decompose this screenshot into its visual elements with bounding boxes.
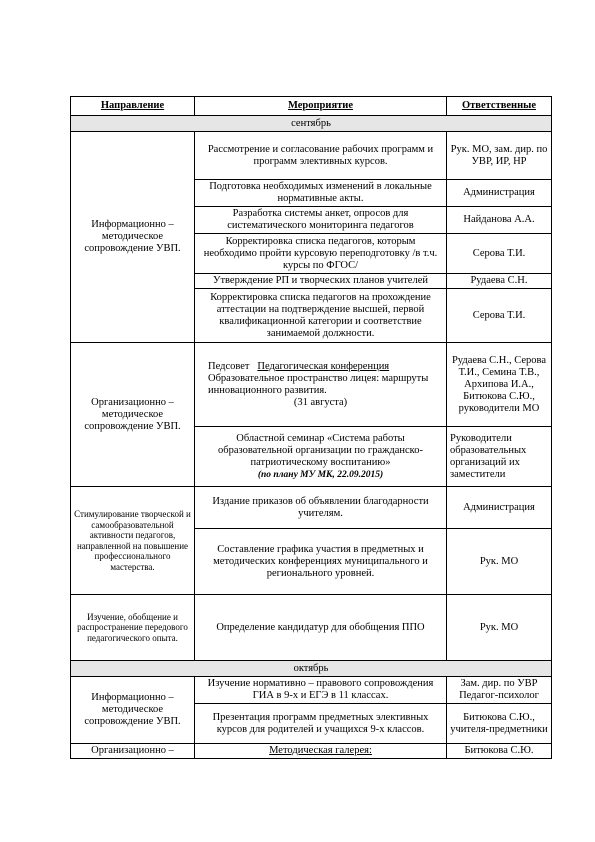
pedsovet-date: (31 августа) (293, 396, 348, 408)
table-row (71, 132, 552, 180)
month-label-october: октябрь (71, 661, 552, 677)
event-cell: Составление графика участия в предметных и методических конференциях муниципального и регионального уровней. (195, 529, 447, 595)
event-cell: Корректировка списка педагогов на прохождение аттестации на подтверждение высшей, первой квалификационной категории и соответствие занимаемой должности. (195, 289, 447, 343)
responsible-cell: Рук. МО (447, 595, 552, 661)
event-cell: Подготовка необходимых изменений в локальные нормативные акты. (195, 180, 447, 207)
pedsovet-prefix: Педсовет (208, 360, 250, 372)
event-cell: Корректировка списка педагогов, которым необходимо пройти курсовую переподготовку /в т.ч. курсы по ФГОС/ (195, 234, 447, 274)
methodical-plan-table (70, 96, 552, 759)
responsible-cell: Рук. МО (447, 529, 552, 595)
table-row (71, 343, 552, 427)
seminar-text: Областной семинар «Система работы образовательной организации по гражданско-патриотическому воспитанию» (218, 432, 423, 468)
table-row (71, 487, 552, 529)
event-cell: Разработка системы анкет, опросов для систематического мониторинга педагогов (195, 207, 447, 234)
month-label-september: сентябрь (71, 116, 552, 132)
responsible-cell: Администрация (447, 180, 552, 207)
direction-cell: Организационно – методическое сопровождение УВП. (71, 343, 195, 487)
responsible-cell: Рудаева С.Н. (447, 274, 552, 289)
pedsovet-body: Образовательное пространство лицея: маршруты инновационного развития. (208, 372, 429, 396)
direction-cell: Стимулирование творческой и самообразовательной активности педагогов, направленной на повышение профессионального мастерства. (71, 487, 195, 595)
table-row (71, 595, 552, 661)
responsible-cell: Серова Т.И. (447, 289, 552, 343)
responsible-cell: Зам. дир. по УВР Педагог-психолог (447, 677, 552, 704)
pedsovet-heading (198, 361, 443, 373)
responsible-cell: Рудаева С.Н., Серова Т.И., Семина Т.В., Архипова И.А., Битюкова С.Ю., руководители МО (447, 343, 552, 427)
direction-cell: Информационно – методическое сопровождение УВП. (71, 132, 195, 343)
month-row-september (71, 116, 552, 132)
month-row-october (71, 661, 552, 677)
event-cell: Рассмотрение и согласование рабочих программ и программ элективных курсов. (195, 132, 447, 180)
responsible-cell: Найданова А.А. (447, 207, 552, 234)
seminar-cell (195, 427, 447, 487)
event-cell: Утверждение РП и творческих планов учителей (195, 274, 447, 289)
event-cell: Изучение нормативно – правового сопровождения ГИА в 9-х и ЕГЭ в 11 классах. (195, 677, 447, 704)
direction-cell: Информационно – методическое сопровождение УВП. (71, 677, 195, 744)
table-header-row (71, 97, 552, 116)
seminar-note: (по плану МУ МК, 22.09.2015) (257, 469, 384, 480)
responsible-cell: Битюкова С.Ю. (447, 744, 552, 759)
event-cell: Методическая галерея: (195, 744, 447, 759)
header-responsible: Ответственные (447, 97, 552, 116)
direction-cell: Изучение, обобщение и распространение передового педагогического опыта. (71, 595, 195, 661)
direction-cell: Организационно – (71, 744, 195, 759)
pedsovet-cell (195, 343, 447, 427)
table-row (71, 677, 552, 704)
responsible-cell: Рук. МО, зам. дир. по УВР, ИР, НР (447, 132, 552, 180)
event-cell: Определение кандидатур для обобщения ППО (195, 595, 447, 661)
table-row (71, 744, 552, 759)
responsible-cell: Серова Т.И. (447, 234, 552, 274)
responsible-cell: Администрация (447, 487, 552, 529)
responsible-cell: Руководители образовательных организаций их заместители (447, 427, 552, 487)
header-event: Мероприятие (195, 97, 447, 116)
event-cell: Издание приказов об объявлении благодарности учителям. (195, 487, 447, 529)
event-cell: Презентация программ предметных элективных курсов для родителей и учащихся 9-х классов. (195, 704, 447, 744)
pedsovet-title: Педагогическая конференция (257, 360, 390, 372)
header-direction: Направление (71, 97, 195, 116)
responsible-cell: Битюкова С.Ю., учителя-предметники (447, 704, 552, 744)
